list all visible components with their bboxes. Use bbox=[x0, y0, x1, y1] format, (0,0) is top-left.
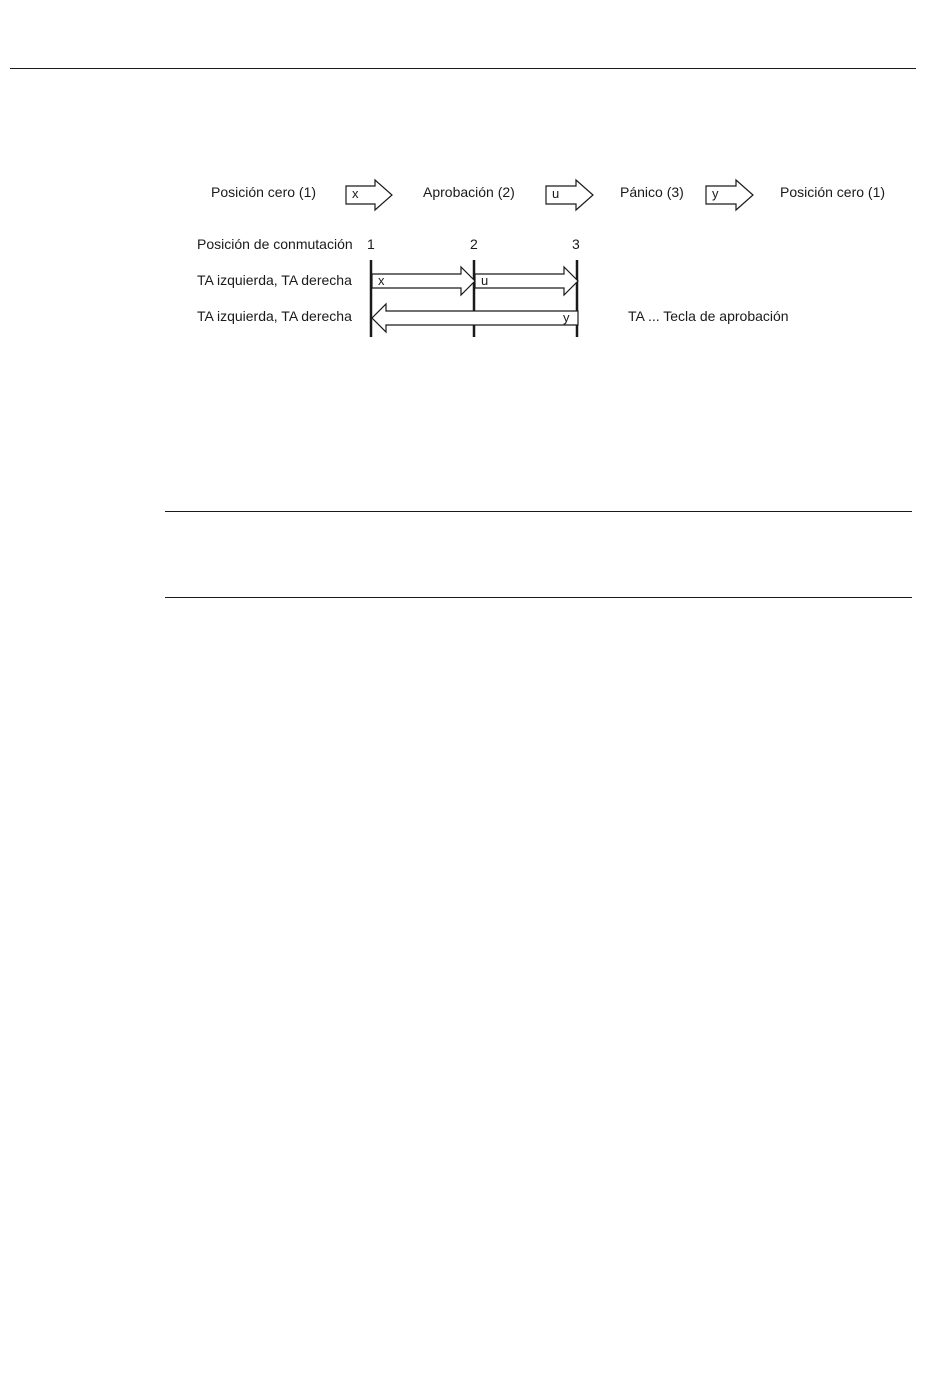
section-rule-lower bbox=[165, 597, 912, 598]
position-number-3: 3 bbox=[572, 236, 580, 252]
transition-label-y: y bbox=[712, 186, 719, 201]
forward-row-label: TA izquierda, TA derecha bbox=[197, 272, 352, 288]
backward-row-label: TA izquierda, TA derecha bbox=[197, 308, 352, 324]
position-number-1: 1 bbox=[367, 236, 375, 252]
forward-arrow-label-x: x bbox=[378, 273, 385, 288]
switch-position-label: Posición de conmutación bbox=[197, 236, 353, 252]
transition-arrow-u bbox=[546, 180, 593, 210]
position-number-2: 2 bbox=[470, 236, 478, 252]
forward-arrow-x bbox=[372, 267, 475, 295]
state-approval: Aprobación (2) bbox=[423, 184, 515, 200]
state-panic: Pánico (3) bbox=[620, 184, 684, 200]
legend-text: TA ... Tecla de aprobación bbox=[628, 308, 789, 324]
transition-arrow-x bbox=[346, 180, 392, 210]
transition-label-x: x bbox=[352, 186, 359, 201]
backward-arrow-label-y: y bbox=[563, 310, 570, 325]
switch-position-diagram bbox=[0, 0, 950, 400]
state-zero-position-end: Posición cero (1) bbox=[780, 184, 886, 200]
transition-label-u: u bbox=[552, 186, 560, 201]
transition-arrow-y bbox=[706, 180, 753, 210]
section-rule-upper bbox=[165, 511, 912, 512]
forward-arrow-u bbox=[475, 267, 578, 295]
state-zero-position-start: Posición cero (1) bbox=[211, 184, 317, 200]
forward-arrow-label-u: u bbox=[481, 273, 489, 288]
